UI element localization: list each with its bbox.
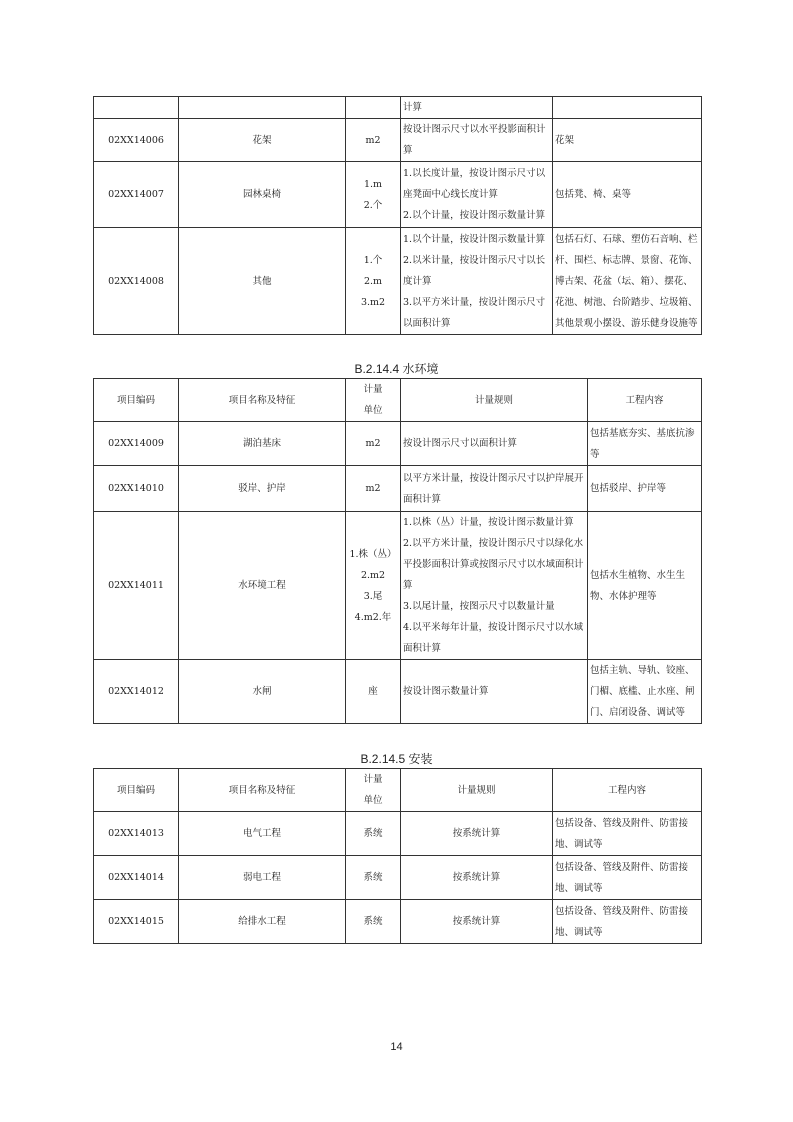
item-content: 包括设备、管线及附件、防雷接地、调试等	[553, 812, 702, 856]
item-rule: 计算	[401, 97, 553, 119]
item-unit	[346, 97, 401, 119]
table-installation	[93, 768, 702, 944]
item-content	[553, 97, 702, 119]
item-rule: 1.以株（丛）计量，按设计图示数量计算 2.以平方米计量，按设计图示尺寸以绿化水平投影面积计算或按图示尺寸以水域面积计算 3.以尾计量，按图示尺寸以数量计量 4.以平米每年计量，按设计图示尺寸以水域面积计算	[401, 512, 588, 660]
table-row	[94, 856, 702, 900]
item-unit: 系统	[346, 856, 401, 900]
item-unit: 1.株（丛） 2.m2 3.尾 4.m2.年	[346, 512, 401, 660]
item-content: 花架	[553, 119, 702, 162]
item-name: 园林桌椅	[179, 162, 346, 228]
item-code: 02XX14015	[94, 900, 179, 944]
item-code: 02XX14007	[94, 162, 179, 228]
item-unit: m2	[346, 119, 401, 162]
item-code: 02XX14006	[94, 119, 179, 162]
table-b2143-continued	[93, 96, 702, 335]
item-name: 弱电工程	[179, 856, 346, 900]
item-content: 包括凳、椅、桌等	[553, 162, 702, 228]
table-header-row	[94, 769, 702, 812]
item-rule: 按设计图示尺寸以水平投影面积计算	[401, 119, 553, 162]
table-row	[94, 422, 702, 466]
item-name: 给排水工程	[179, 900, 346, 944]
item-name: 其他	[179, 228, 346, 335]
item-rule: 1.以个计量，按设计图示数量计算 2.以米计量，按设计图示尺寸以长度计算 3.以平方米计量，按设计图示尺寸以面积计算	[401, 228, 553, 335]
table-row	[94, 119, 702, 162]
item-code	[94, 97, 179, 119]
item-unit: m2	[346, 466, 401, 512]
table-row	[94, 97, 702, 119]
section-title: B.2.14.5 安装	[360, 752, 433, 766]
item-unit: 系统	[346, 812, 401, 856]
table-row	[94, 900, 702, 944]
header-rule: 计量规则	[401, 769, 553, 812]
item-name: 电气工程	[179, 812, 346, 856]
item-content: 包括设备、管线及附件、防雷接地、调试等	[553, 900, 702, 944]
item-content: 包括驳岸、护岸等	[588, 466, 702, 512]
item-unit: m2	[346, 422, 401, 466]
item-rule: 以平方米计量，按设计图示尺寸以护岸展开面积计算	[401, 466, 588, 512]
item-content: 包括石灯、石球、塑仿石音响、栏杆、围栏、标志牌、景窗、花饰、博古架、花盆（坛、箱）、摆花、花池、树池、台阶踏步、垃圾箱、其他景观小摆设、游乐健身设施等	[553, 228, 702, 335]
header-code: 项目编码	[94, 769, 179, 812]
item-rule: 按设计图示尺寸以面积计算	[401, 422, 588, 466]
item-unit: 1.m 2.个	[346, 162, 401, 228]
item-rule: 按系统计算	[401, 900, 553, 944]
item-code: 02XX14010	[94, 466, 179, 512]
item-unit: 座	[346, 660, 401, 724]
header-name: 项目名称及特征	[179, 769, 346, 812]
item-rule: 按系统计算	[401, 812, 553, 856]
item-code: 02XX14009	[94, 422, 179, 466]
table-water-environment	[93, 378, 702, 724]
header-content: 工程内容	[553, 769, 702, 812]
table-row	[94, 512, 702, 660]
item-name	[179, 97, 346, 119]
item-rule: 按系统计算	[401, 856, 553, 900]
item-unit: 1.个 2.m 3.m2	[346, 228, 401, 335]
item-code: 02XX14008	[94, 228, 179, 335]
table-row	[94, 812, 702, 856]
item-name: 驳岸、护岸	[179, 466, 346, 512]
item-rule: 按设计图示数量计算	[401, 660, 588, 724]
item-code: 02XX14011	[94, 512, 179, 660]
header-unit: 计量 单位	[346, 769, 401, 812]
page-number: 14	[390, 1041, 403, 1053]
item-name: 水环境工程	[179, 512, 346, 660]
table-row	[94, 162, 702, 228]
item-content: 包括水生植物、水生生物、水体护理等	[588, 512, 702, 660]
table-row	[94, 466, 702, 512]
item-code: 02XX14014	[94, 856, 179, 900]
header-content: 工程内容	[588, 379, 702, 422]
item-name: 花架	[179, 119, 346, 162]
header-name: 项目名称及特征	[179, 379, 346, 422]
item-name: 湖泊基床	[179, 422, 346, 466]
header-code: 项目编码	[94, 379, 179, 422]
header-rule: 计量规则	[401, 379, 588, 422]
item-content: 包括设备、管线及附件、防雷接地、调试等	[553, 856, 702, 900]
item-code: 02XX14012	[94, 660, 179, 724]
table-row	[94, 660, 702, 724]
item-code: 02XX14013	[94, 812, 179, 856]
item-content: 包括主轨、导轨、铰座、门楣、底槛、止水座、闸门、启闭设备、调试等	[588, 660, 702, 724]
item-name: 水闸	[179, 660, 346, 724]
table-header-row	[94, 379, 702, 422]
item-content: 包括基底夯实、基底抗渗等	[588, 422, 702, 466]
table-row	[94, 228, 702, 335]
item-rule: 1.以长度计量，按设计图示尺寸以座凳面中心线长度计算 2.以个计量，按设计图示数量计算	[401, 162, 553, 228]
item-unit: 系统	[346, 900, 401, 944]
section-title: B.2.14.4 水环境	[354, 362, 439, 376]
header-unit: 计量 单位	[346, 379, 401, 422]
